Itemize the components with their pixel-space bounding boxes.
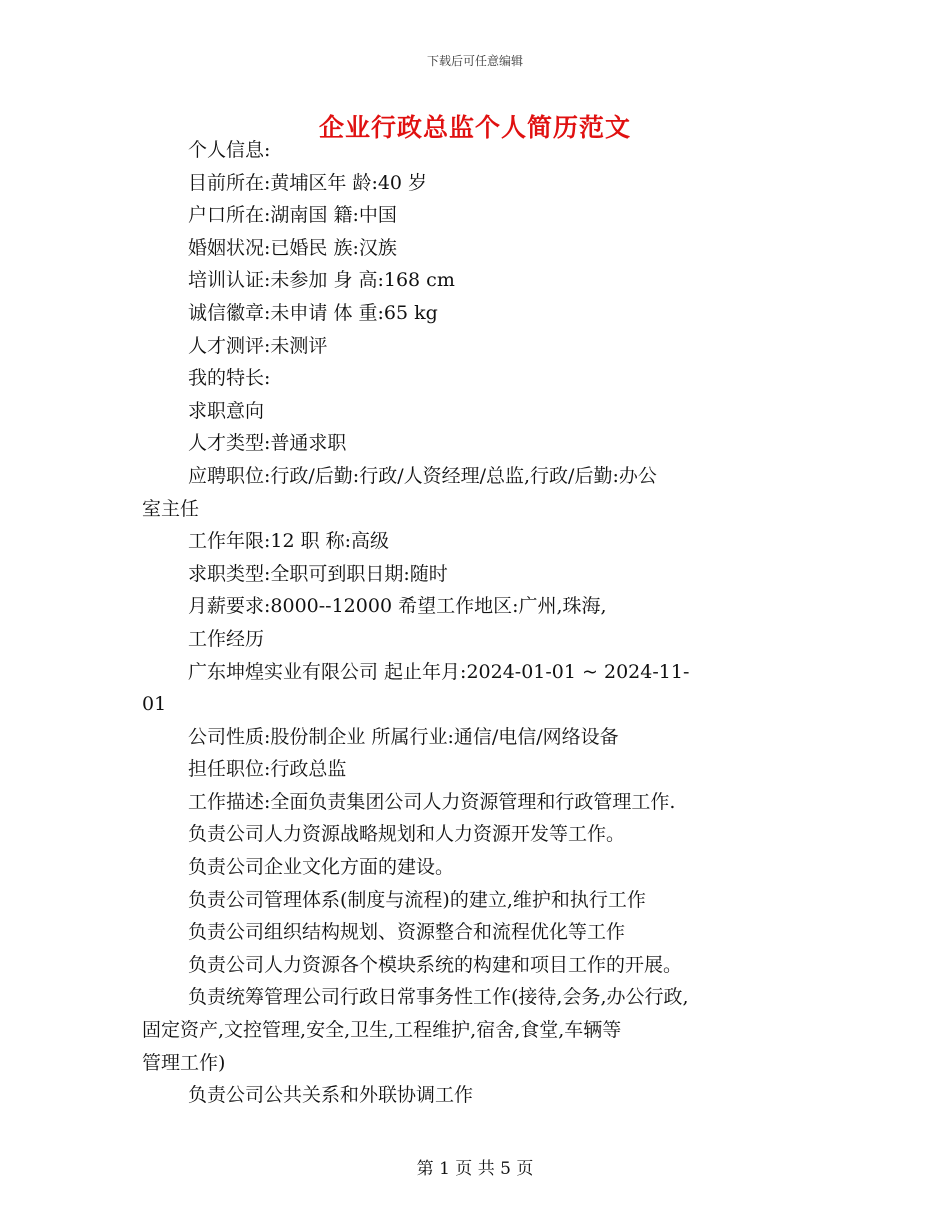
text-line: 公司性质:股份制企业 所属行业:通信/电信/网络设备 xyxy=(188,725,619,748)
text-line: 目前所在:黄埔区年 龄:40 岁 xyxy=(188,171,428,194)
text-line: 人才测评:未测评 xyxy=(188,334,328,357)
text-line: 个人信息: xyxy=(188,139,271,161)
document-title: 企业行政总监个人简历范文 xyxy=(318,113,631,142)
text-line: 求职类型:全职可到职日期:随时 xyxy=(188,562,448,585)
text-line: 我的特长: xyxy=(188,367,271,390)
text-line: 月薪要求:8000--12000 希望工作地区:广州,珠海, xyxy=(188,595,607,618)
text-line: 负责公司人力资源各个模块系统的构建和项目工作的开展。 xyxy=(188,953,683,976)
text-line: 负责统筹管理公司行政日常事务性工作(接待,会务,办公行政, xyxy=(188,986,689,1009)
text-line: 工作描述:全面负责集团公司人力资源管理和行政管理工作. xyxy=(188,790,676,813)
text-line: 负责公司组织结构规划、资源整合和流程优化等工作 xyxy=(188,921,626,944)
text-line: 室主任 xyxy=(142,497,200,520)
text-line: 应聘职位:行政/后勤:行政/人资经理/总监,行政/后勤:办公 xyxy=(188,464,657,487)
text-line: 负责公司人力资源战略规划和人力资源开发等工作。 xyxy=(188,823,626,846)
text-line: 01 xyxy=(142,693,167,716)
text-line: 户口所在:湖南国 籍:中国 xyxy=(188,204,397,227)
text-line: 人才类型:普通求职 xyxy=(188,432,347,455)
text-line: 工作经历 xyxy=(188,627,265,650)
text-line: 负责公司公共关系和外联协调工作 xyxy=(188,1084,474,1107)
text-line: 婚姻状况:已婚民 族:汉族 xyxy=(188,236,397,259)
text-line: 求职意向 xyxy=(188,399,265,422)
page-number-footer: 第 1 页 共 5 页 xyxy=(416,1159,534,1179)
text-line: 负责公司企业文化方面的建设。 xyxy=(188,856,455,879)
text-line: 培训认证:未参加 身 高:168 cm xyxy=(188,269,455,292)
text-line: 广东坤煌实业有限公司 起止年月:2024-01-01 ~ 2024-11- xyxy=(188,660,690,683)
text-line: 管理工作) xyxy=(142,1051,226,1074)
text-line: 负责公司管理体系(制度与流程)的建立,维护和执行工作 xyxy=(188,888,646,911)
text-line: 工作年限:12 职 称:高级 xyxy=(188,530,390,553)
page-header-note: 下载后可任意编辑 xyxy=(426,54,523,68)
text-line: 诚信徽章:未申请 体 重:65 kg xyxy=(188,301,438,324)
document-body xyxy=(142,134,802,1112)
text-line: 固定资产,文控管理,安全,卫生,工程维护,宿舍,食堂,车辆等 xyxy=(142,1019,622,1042)
text-line: 担任职位:行政总监 xyxy=(188,758,347,781)
